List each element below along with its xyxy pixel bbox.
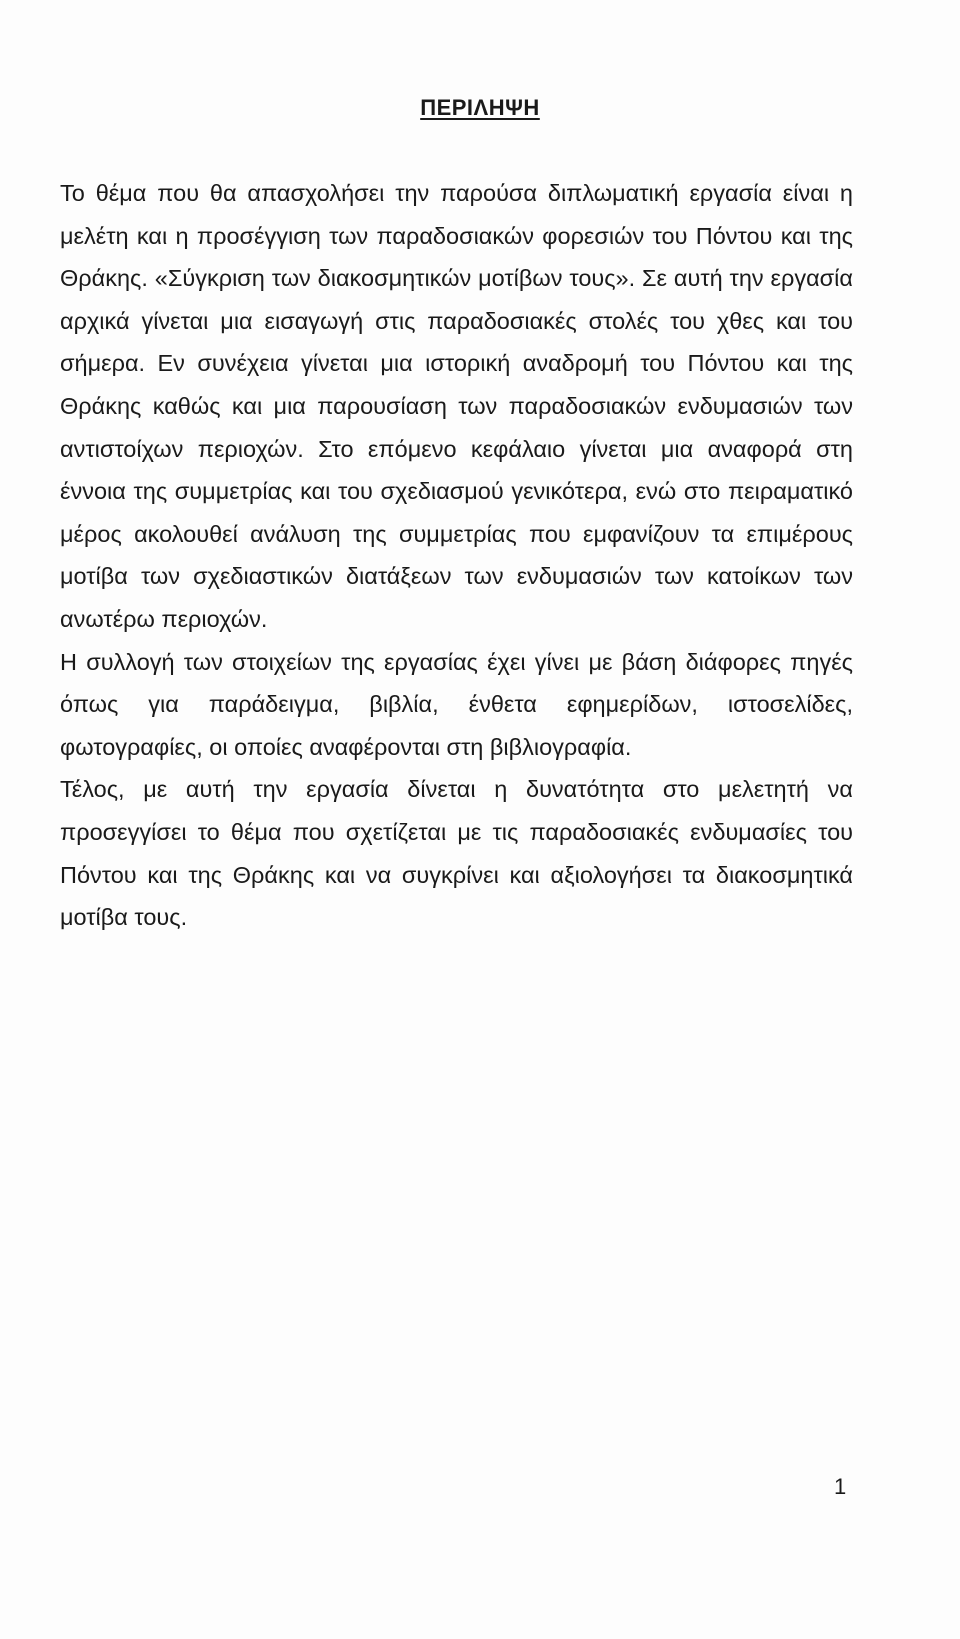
- page-number: 1: [834, 1474, 847, 1499]
- page-title: ΠΕΡΙΛΗΨΗ: [420, 95, 540, 120]
- paragraph-sources: Η συλλογή των στοιχείων της εργασίας έχει γίνει με βάση διάφορες πηγές όπως για παράδειγμα, βιβλία, ένθετα εφημερίδων, ιστοσελίδες, φωτογραφίες, οι οποίες αναφέρονται στη βιβλιογραφία.: [60, 648, 853, 760]
- abstract-body: [60, 172, 853, 939]
- paragraph-conclusion: Τέλος, με αυτή την εργασία δίνεται η δυνατότητα στο μελετητή να προσεγγίσει το θέμα που σχετίζεται με τις παραδοσιακές ενδυμασίες του Πόντου και της Θράκης και να συγκρίνει και αξιολογήσει τα διακοσμητικά μοτίβα τους.: [60, 776, 853, 931]
- paragraph-intro: Το θέμα που θα απασχολήσει την παρούσα διπλωματική εργασία είναι η μελέτη και η προσέγγιση των παραδοσιακών φορεσιών του Πόντου και της Θράκης. «Σύγκριση των διακοσμητικών μοτίβων τους». Σε αυτή την εργασία αρχικά γίνεται μια εισαγωγή στις παραδοσιακές στολές του χθες και του σήμερα. Εν συνέχεια γίνεται μια ιστορική αναδρομή του Πόντου και της Θράκης καθώς και μια παρουσίαση των παραδοσιακών ενδυμασιών των αντιστοίχων περιοχών. Στο επόμενο κεφάλαιο γίνεται μια αναφορά στη έννοια της συμμετρίας και του σχεδιασμού γενικότερα, ενώ στο πειραματικό μέρος ακολουθεί ανάλυση της συμμετρίας που εμφανίζουν τα επιμέρους μοτίβα των σχεδιαστικών διατάξεων των ενδυμασιών των κατοίκων των ανωτέρω περιοχών.: [60, 180, 853, 632]
